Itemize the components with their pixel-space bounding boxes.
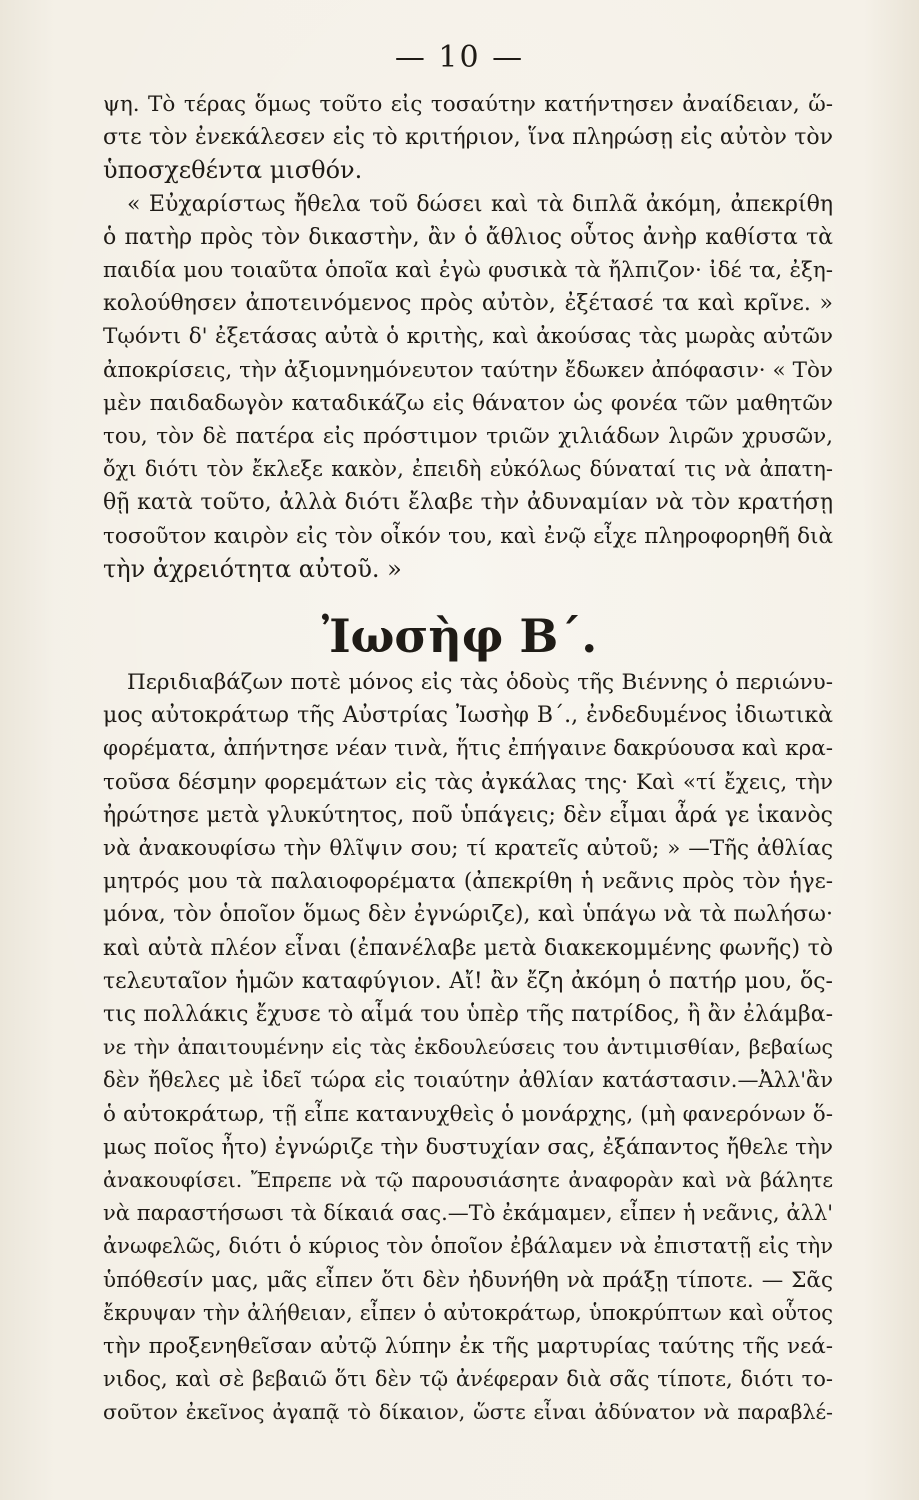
text-line: ἀνωφελῶς, διότι ὁ κύριος τὸν ὁποῖον ἐβάλαμεν νὰ ἐπιστατῇ εἰς τὴν [103, 1234, 833, 1259]
text-line: καὶ αὐτὰ πλέον εἶναι (ἐπανέλαβε μετὰ διακεκομμένης φωνῆς) τὸ [103, 935, 833, 961]
text-line: τοῦσα δέσμην φορεμάτων εἰς τὰς ἀγκάλας της· Καὶ «τί ἔχεις, τὴν [103, 769, 833, 795]
text-line: τὴν προξενηθεῖσαν αὐτῷ λύπην ἐκ τῆς μαρτυρίας ταύτης τῆς νεά- [103, 1334, 833, 1360]
text-line: ἔκρυψαν τὴν ἀλήθειαν, εἶπεν ὁ αὐτοκράτωρ, ὑποκρύπτων καὶ οὗτος [103, 1300, 833, 1325]
text-line: του, τὸν δὲ πατέρα εἰς πρόστιμον τριῶν χιλιάδων λιρῶν χρυσῶν, [103, 424, 833, 450]
text-line: νε τὴν ἀπαιτουμένην εἰς τὰς ἐκδουλεύσεις του ἀντιμισθίαν, βεβαίως [103, 1035, 833, 1060]
text-line: ὑποσχεθέντα μισθόν. [103, 156, 363, 185]
text-line: μητρός μου τὰ παλαιοφορέματα (ἀπεκρίθη ἡ νεᾶνις πρὸς τὸν ἡγε- [103, 869, 833, 895]
paragraph-2 [103, 666, 833, 1430]
paragraph-1 [103, 88, 833, 586]
text-line: ἀνακουφίσει. Ἔπρεπε νὰ τῷ παρουσιάσητε ἀναφορὰν καὶ νὰ βάλητε [103, 1168, 833, 1193]
text-line: Τῳόντι δ' ἐξετάσας αὐτὰ ὁ κριτὴς, καὶ ἀκούσας τὰς μωρὰς αὐτῶν [103, 324, 833, 350]
text-line: ἀποκρίσεις, τὴν ἀξιομνημόνευτον ταύτην ἔδωκεν ἀπόφασιν· « Τὸν [103, 357, 833, 383]
text-line: δὲν ἤθελες μὲ ἰδεῖ τώρα εἰς τοιαύτην ἀθλίαν κατάστασιν.—Ἀλλ'ἂν [103, 1068, 833, 1093]
text-line: μὲν παιδαδωγὸν καταδικάζω εἰς θάνατον ὡς φονέα τῶν μαθητῶν [103, 390, 833, 416]
text-line: παιδία μου τοιαῦτα ὁποῖα καὶ ἐγὼ φυσικὰ τὰ ἤλπιζον· ἰδέ τα, ἐξη- [103, 258, 833, 284]
text-line: ὁ πατὴρ πρὸς τὸν δικαστὴν, ἂν ὁ ἄθλιος οὗτος ἀνὴρ καθίστα τὰ [103, 224, 833, 250]
text-line: νὰ ἀνακουφίσω τὴν θλῖψιν σου; τί κρατεῖς αὐτοῦ; » —Τῆς ἀθλίας [103, 836, 833, 862]
text-line: ἠρώτησε μετὰ γλυκύτητος, ποῦ ὑπάγεις; δὲν εἶμαι ἆρά γε ἱκανὸς [103, 802, 833, 828]
text-line: μόνα, τὸν ὁποῖον ὅμως δὲν ἐγνώριζε), καὶ ὑπάγω νὰ τὰ πωλήσω· [103, 902, 833, 928]
text-line: μως ποῖος ἦτο) ἐγνώριζε τὴν δυστυχίαν σας, ἐξάπαντος ἤθελε τὴν [103, 1134, 833, 1160]
text-line: νὰ παραστήσωσι τὰ δίκαιά σας.—Τὸ ἐκάμαμεν, εἶπεν ἡ νεᾶνις, ἀλλ' [103, 1201, 833, 1226]
text-line: στε τὸν ἐνεκάλεσεν εἰς τὸ κριτήριον, ἵνα πληρώσῃ εἰς αὐτὸν τὸν [103, 125, 833, 151]
text-line: τελευταῖον ἡμῶν καταφύγιον. Αἴ! ἂν ἔζη ἀκόμη ὁ πατήρ μου, ὅς- [103, 968, 833, 994]
text-line: « Εὐχαρίστως ἤθελα τοῦ δώσει καὶ τὰ διπλᾶ ἀκόμη, ἀπεκρίθη [127, 191, 833, 217]
section-heading: Ἰωσὴφ Β΄. [321, 609, 598, 663]
text-line: ὑπόθεσίν μας, μᾶς εἶπεν ὅτι δὲν ἠδυνήθη νὰ πράξῃ τίποτε. — Σᾶς [103, 1267, 833, 1293]
text-line: Περιδιαβάζων ποτὲ μόνος εἰς τὰς ὁδοὺς τῆς Βιέννης ὁ περιώνυ- [127, 670, 833, 695]
text-line: νιδος, καὶ σὲ βεβαιῶ ὅτι δὲν τῷ ἀνέφεραν διὰ σᾶς τίποτε, διότι το- [103, 1367, 833, 1392]
text-line: ὁ αὐτοκράτωρ, τῇ εἶπε κατανυχθεὶς ὁ μονάρχης, (μὴ φανερόνων ὅ- [103, 1101, 833, 1127]
text-line: ψη. Τὸ τέρας ὅμως τοῦτο εἰς τοσαύτην κατήντησεν ἀναίδειαν, ὥ- [103, 92, 833, 117]
text-line: θῇ κατὰ τοῦτο, ἀλλὰ διότι ἔλαβε τὴν ἀδυναμίαν νὰ τὸν κρατήσῃ [103, 490, 833, 516]
text-line: τις πολλάκις ἔχυσε τὸ αἷμά του ὑπὲρ τῆς πατρίδος, ἢ ἂν ἐλάμβα- [103, 1002, 833, 1028]
text-line: μος αὐτοκράτωρ τῆς Αὐστρίας Ἰωσὴφ Β΄., ἐνδεδυμένος ἰδιωτικὰ [103, 703, 833, 729]
page-number: — 10 — [394, 40, 525, 75]
text-line: κολούθησεν ἀποτεινόμενος πρὸς αὐτὸν, ἐξέτασέ τα καὶ κρῖνε. » [103, 291, 833, 317]
text-line: σοῦτον ἐκεῖνος ἀγαπᾷ τὸ δίκαιον, ὥστε εἶναι ἀδύνατον νὰ παραβλέ- [103, 1400, 833, 1425]
text-line: ὄχι διότι τὸν ἔκλεξε κακὸν, ἐπειδὴ εὐκόλως δύναταί τις νὰ ἀπατη- [103, 457, 833, 482]
text-line: τοσοῦτον καιρὸν εἰς τὸν οἶκόν του, καὶ ἐνῷ εἶχε πληροφορηθῆ διὰ [103, 523, 833, 549]
text-line: φορέματα, ἀπήντησε νέαν τινὰ, ἥτις ἐπήγαινε δακρύουσα καὶ κρα- [103, 736, 833, 762]
text-line: τὴν ἀχρειότητα αὐτοῦ. » [103, 554, 402, 583]
